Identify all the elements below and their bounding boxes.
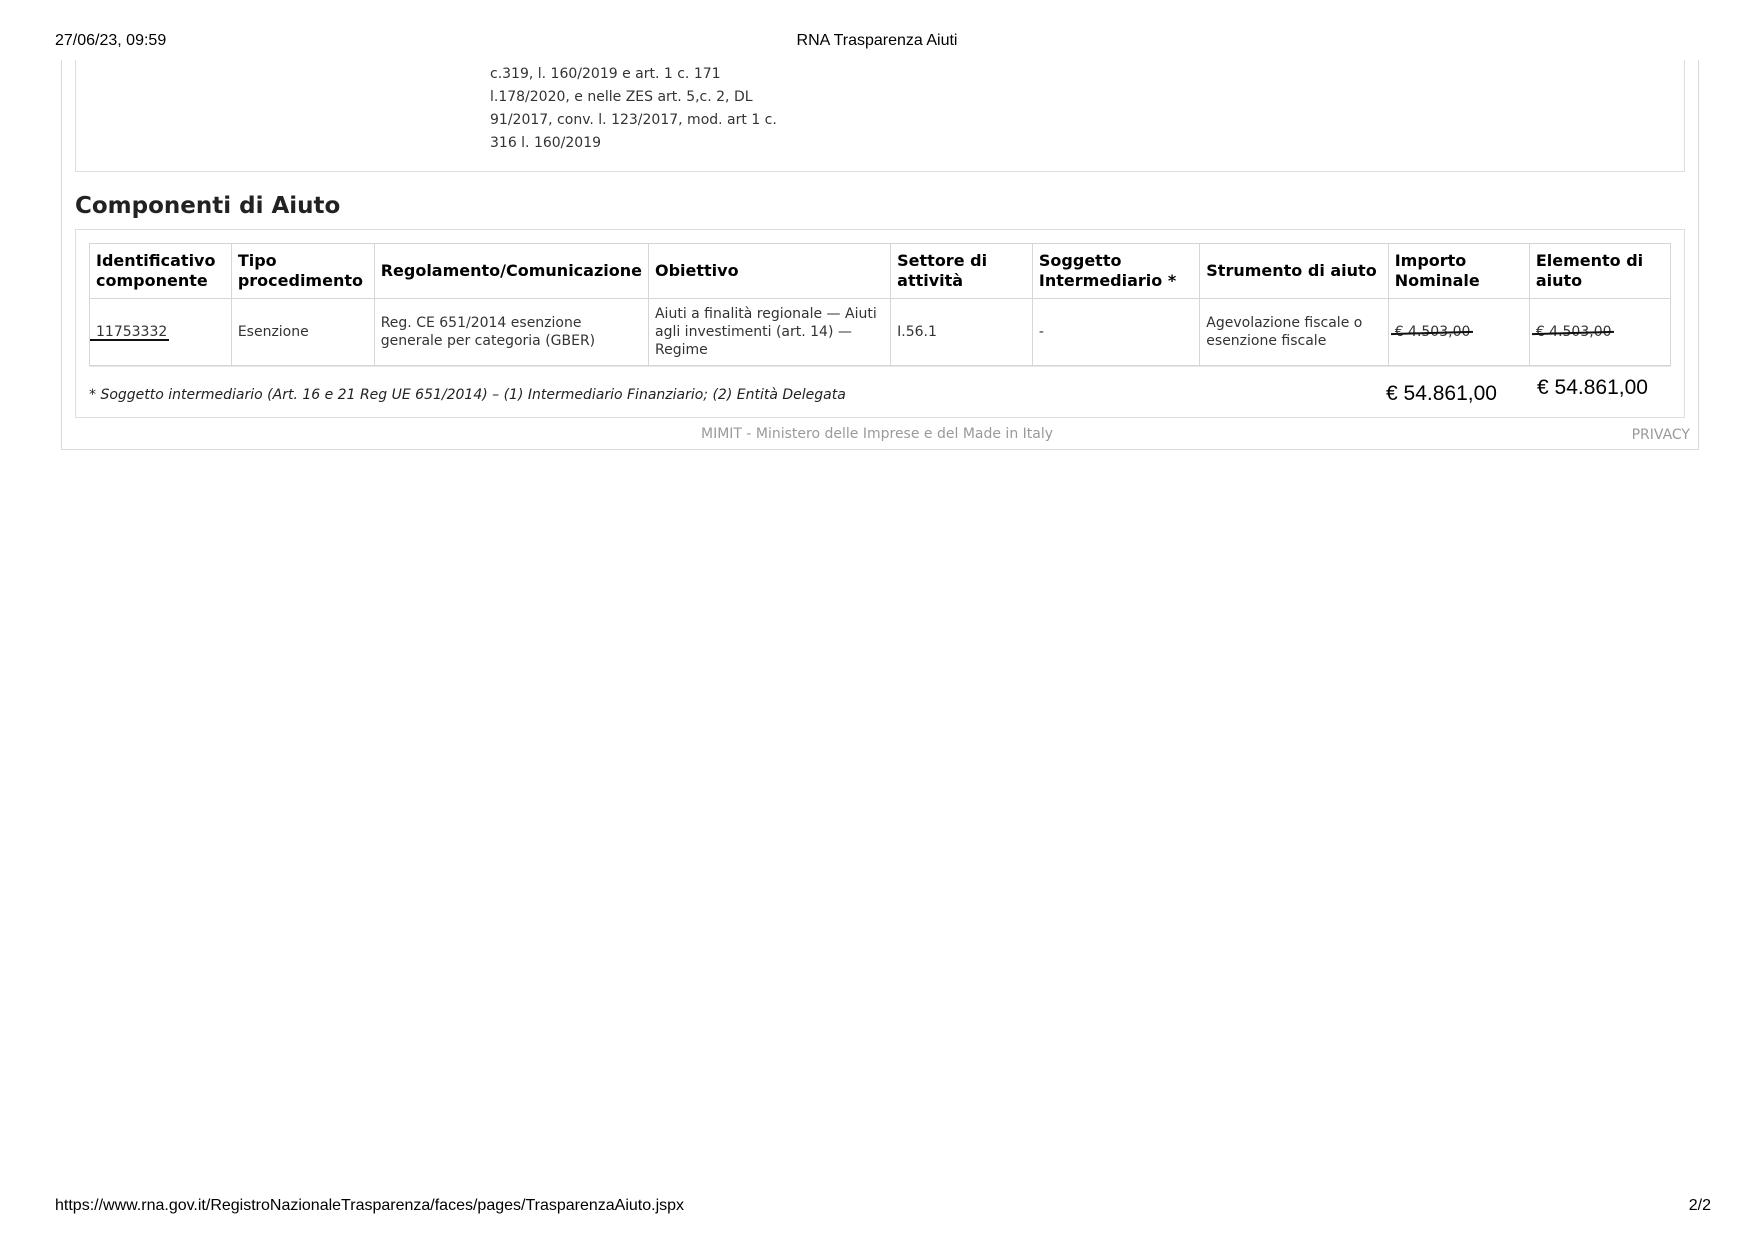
legal-line: 316 l. 160/2019 <box>490 135 602 151</box>
col-header-tipo: Tipo procedimento <box>231 244 374 299</box>
cell-tipo: Esenzione <box>231 299 374 366</box>
table-row <box>90 299 1671 366</box>
print-datetime: 27/06/23, 09:59 <box>55 32 167 49</box>
total-elemento: € 54.861,00 <box>1537 376 1648 399</box>
cell-obiettivo: Aiuti a finalità regionale — Aiuti agli investimenti (art. 14) — Regime <box>648 299 890 366</box>
legal-basis-text <box>490 63 790 155</box>
cell-strumento: Agevolazione fiscale o esenzione fiscale <box>1200 299 1388 366</box>
elemento-value: € 4.503,00 <box>1535 324 1612 340</box>
legal-line: l.178/2020, e nelle ZES art. 5,c. 2, DL <box>490 89 753 105</box>
print-url: https://www.rna.gov.it/RegistroNazionaleTrasparenza/faces/pages/TrasparenzaAiuto.jspx <box>55 1197 685 1214</box>
importo-value: € 4.503,00 <box>1394 324 1471 340</box>
total-importo: € 54.861,00 <box>1386 382 1497 405</box>
col-header-strumento: Strumento di aiuto <box>1200 244 1388 299</box>
col-header-id: Identificativo componente <box>90 244 232 299</box>
components-table <box>89 243 1671 366</box>
legal-line: 91/2017, conv. l. 123/2017, mod. art 1 c. <box>490 112 777 128</box>
col-header-settore: Settore di attività <box>891 244 1033 299</box>
col-header-soggetto: Soggetto Intermediario * <box>1032 244 1199 299</box>
col-header-importo: Importo Nominale <box>1388 244 1529 299</box>
privacy-link[interactable]: PRIVACY <box>1631 427 1690 443</box>
cell-elemento <box>1529 299 1670 366</box>
col-header-obiettivo: Obiettivo <box>648 244 890 299</box>
print-title: RNA Trasparenza Aiuti <box>796 32 958 49</box>
col-header-elemento: Elemento di aiuto <box>1529 244 1670 299</box>
legal-line: c.319, l. 160/2019 e art. 1 c. 171 <box>490 66 721 82</box>
cell-importo <box>1388 299 1529 366</box>
legal-basis-panel <box>75 60 1685 172</box>
section-title-componenti: Componenti di Aiuto <box>75 193 341 219</box>
page-number: 2/2 <box>1688 1197 1711 1214</box>
print-footer <box>0 1197 1754 1217</box>
component-id-link[interactable]: 11753332 <box>96 324 168 340</box>
site-footer-text: MIMIT - Ministero delle Imprese e del Made in Italy <box>700 426 1054 442</box>
cell-regolamento: Reg. CE 651/2014 esenzione generale per categoria (GBER) <box>374 299 648 366</box>
col-header-regolamento: Regolamento/Comunicazione <box>374 244 648 299</box>
intermediary-note: * Soggetto intermediario (Art. 16 e 21 Reg UE 651/2014) – (1) Intermediario Finanziario; (2) Entità Delegata <box>89 387 846 403</box>
table-header-row <box>90 244 1671 299</box>
cell-soggetto: - <box>1032 299 1199 366</box>
cell-settore: I.56.1 <box>891 299 1033 366</box>
components-panel <box>75 229 1685 418</box>
cell-id[interactable] <box>90 299 232 366</box>
print-header <box>0 32 1754 52</box>
